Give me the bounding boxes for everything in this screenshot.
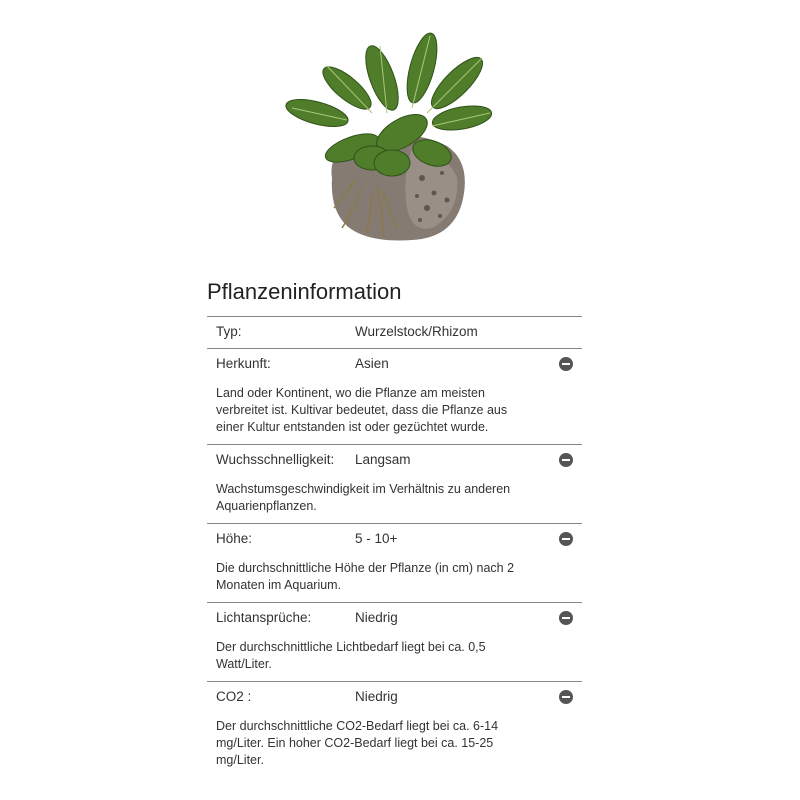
row-label: Herkunft:: [216, 356, 271, 371]
row-value: 5 - 10+: [355, 531, 398, 546]
row-header[interactable]: [207, 445, 582, 476]
minus-circle-icon[interactable]: [559, 357, 573, 371]
row-description: Wachstumsgeschwindigkeit im Verhältnis zu anderen Aquarienpflanzen.: [216, 482, 511, 513]
minus-circle-icon[interactable]: [559, 453, 573, 467]
section-title: Pflanzeninformation: [207, 279, 402, 304]
row-header: [207, 317, 582, 348]
info-row-lichtansprueche: [207, 603, 582, 682]
row-header[interactable]: [207, 603, 582, 634]
info-row-hoehe: [207, 524, 582, 603]
info-row-herkunft: [207, 349, 582, 445]
row-description: Der durchschnittliche CO2-Bedarf liegt bei ca. 6-14 mg/Liter. Ein hoher CO2-Bedarf liegt bei ca. 15-25 mg/Liter.: [216, 719, 499, 767]
row-value: Wurzelstock/Rhizom: [355, 324, 478, 339]
row-value: Niedrig: [355, 689, 398, 704]
minus-circle-icon[interactable]: [559, 690, 573, 704]
row-description: Land oder Kontinent, wo die Pflanze am meisten verbreitet ist. Kultivar bedeutet, dass die Pflanze aus einer Kultur entstanden ist oder gezüchtet wurde.: [216, 386, 508, 434]
row-label: Wuchsschnelligkeit:: [216, 452, 335, 467]
plant-image: [272, 28, 502, 250]
info-row-typ: [207, 317, 582, 349]
row-label: Höhe:: [216, 531, 253, 546]
row-label: CO2 :: [216, 689, 252, 704]
row-header[interactable]: [207, 682, 582, 713]
minus-circle-icon[interactable]: [559, 532, 573, 546]
row-label: Lichtansprüche:: [216, 610, 312, 625]
info-row-wuchsschnelligkeit: [207, 445, 582, 524]
plant-info-table: [207, 316, 582, 777]
row-value: Niedrig: [355, 610, 398, 625]
row-label: Typ:: [216, 324, 242, 339]
info-row-co2: [207, 682, 582, 777]
row-value: Langsam: [355, 452, 411, 467]
row-description: Die durchschnittliche Höhe der Pflanze (in cm) nach 2 Monaten im Aquarium.: [216, 561, 515, 592]
minus-circle-icon[interactable]: [559, 611, 573, 625]
row-description: Der durchschnittliche Lichtbedarf liegt bei ca. 0,5 Watt/Liter.: [216, 640, 486, 671]
row-header[interactable]: [207, 349, 582, 380]
row-header[interactable]: [207, 524, 582, 555]
row-value: Asien: [355, 356, 389, 371]
